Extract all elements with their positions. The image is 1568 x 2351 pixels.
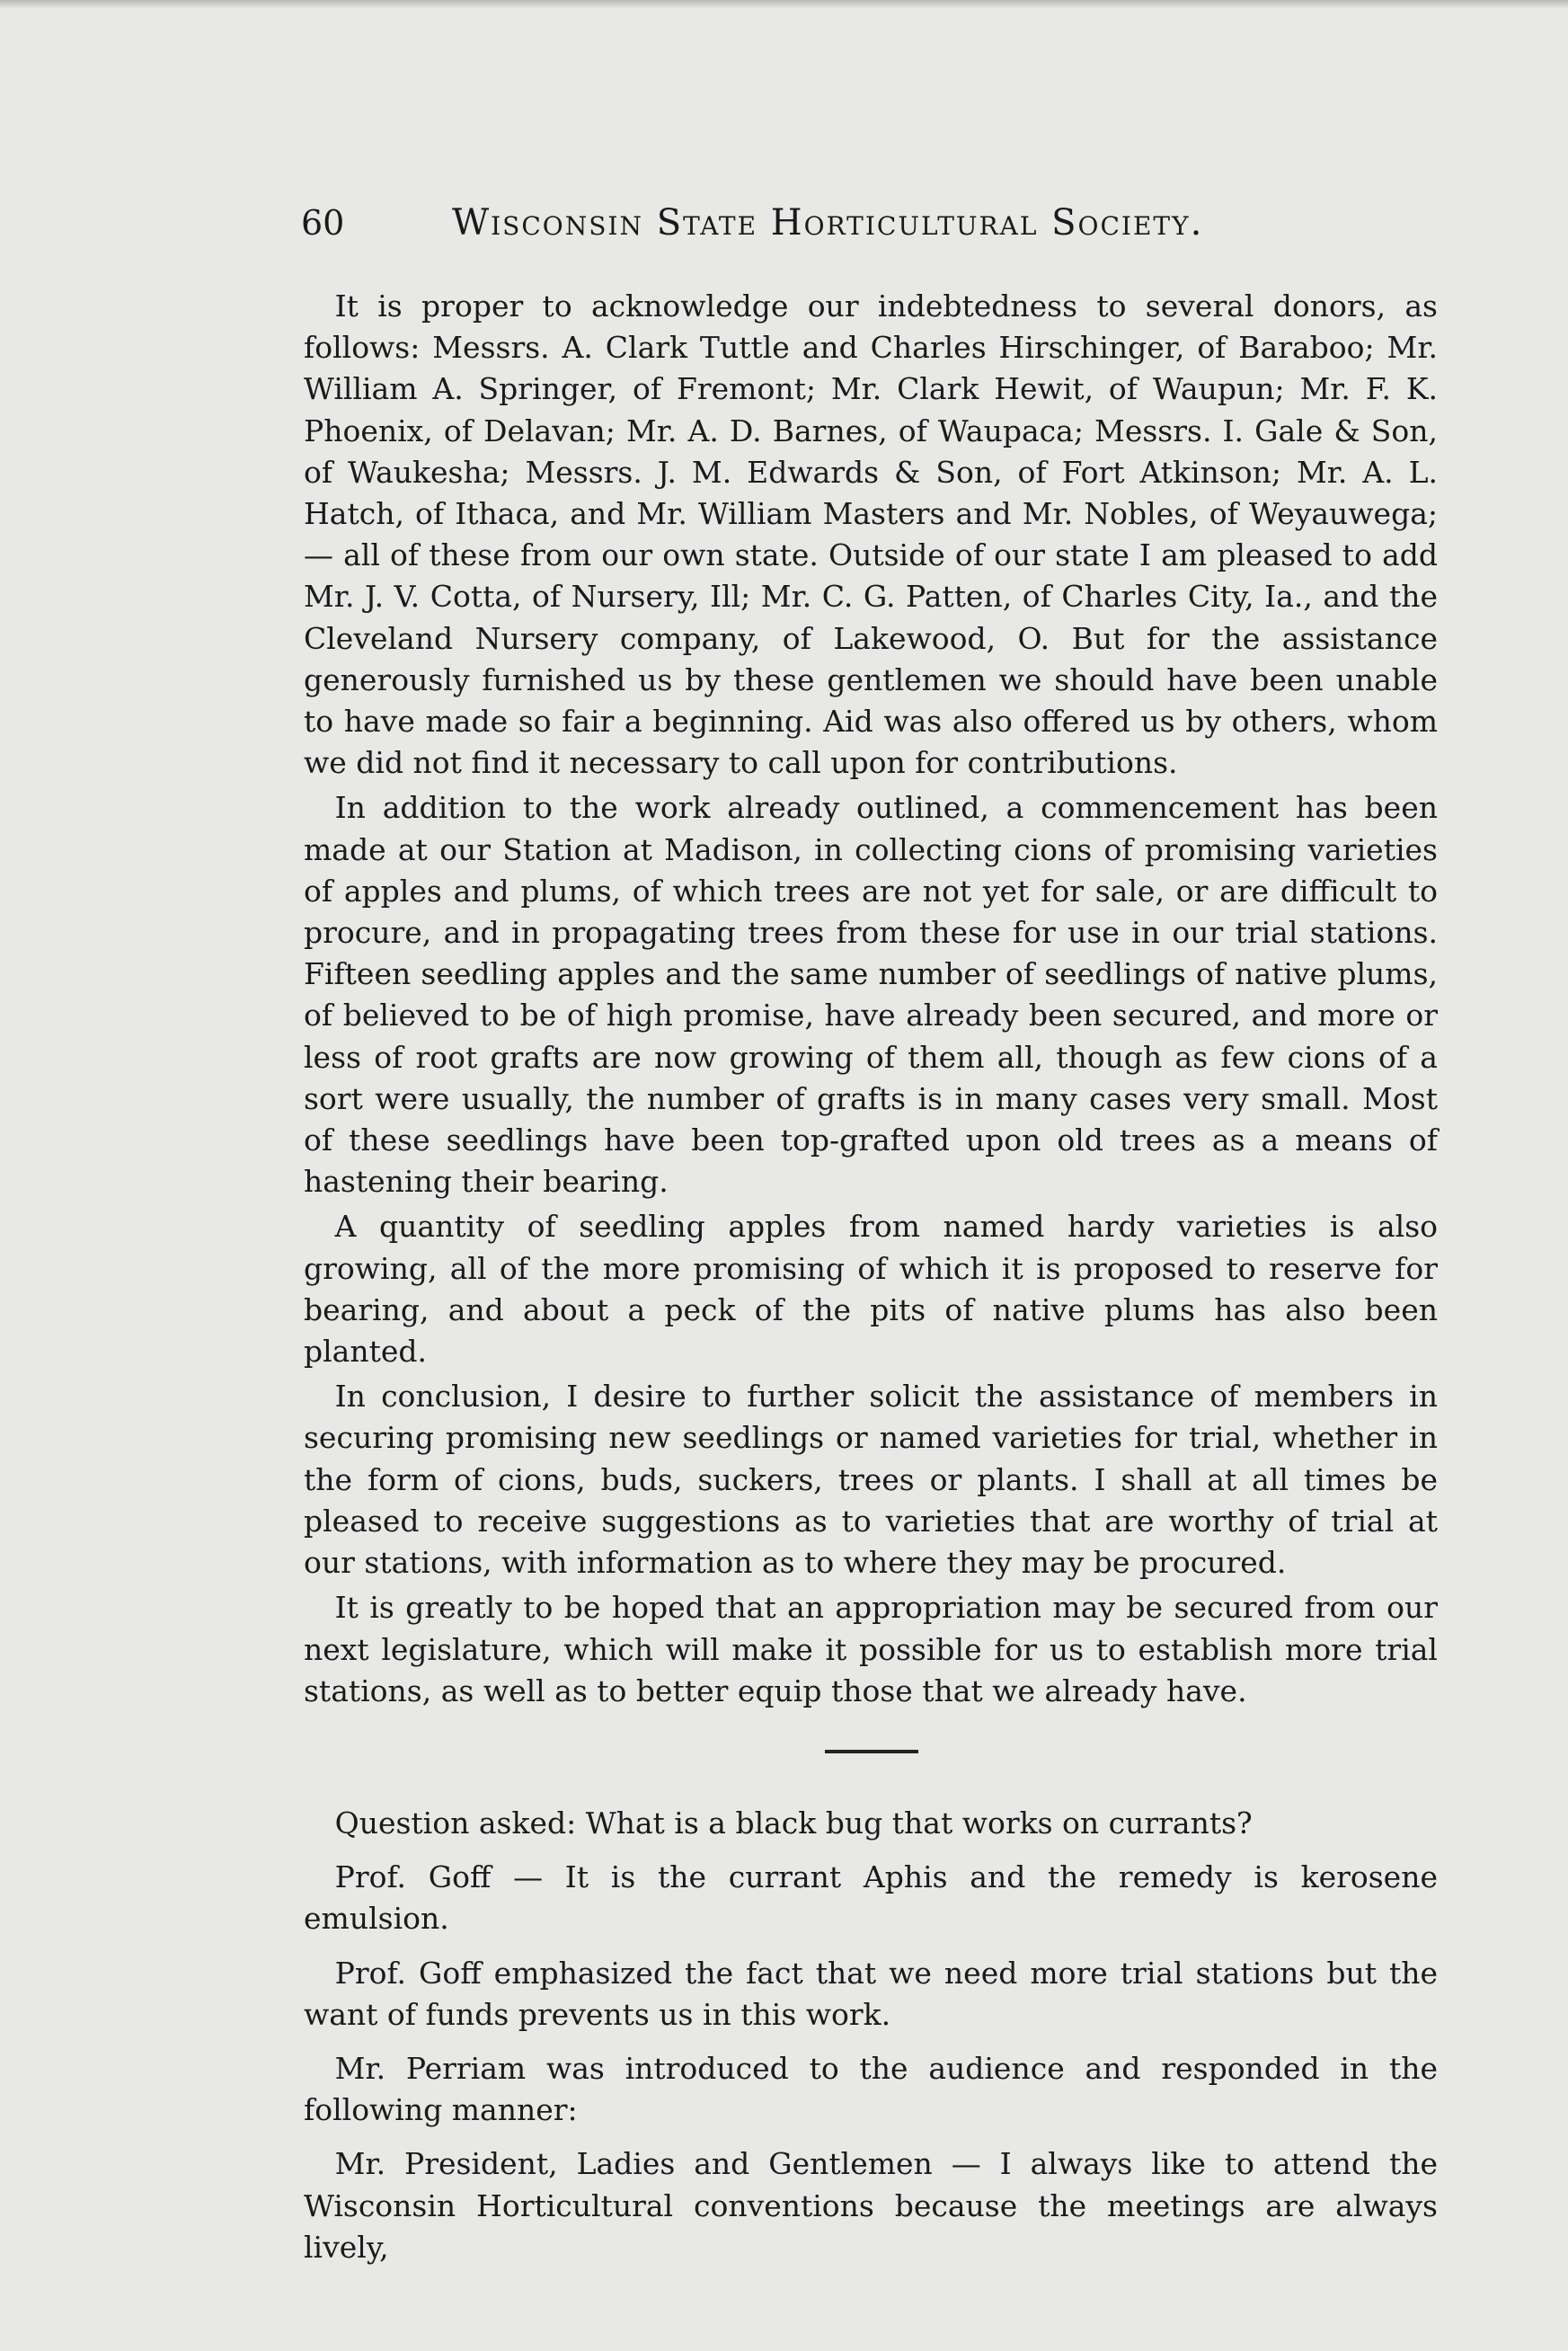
section-divider <box>825 1750 918 1753</box>
discussion-goff-emphasis: Prof. Goff emphasized the fact that we need more trial stations but the want of funds prevents us in this work. <box>304 1955 1438 2032</box>
paragraph-donors: It is proper to acknowledge our indebtedness to several donors, as follows: Messrs. A. Clark Tuttle and Charles Hirschinger, of Baraboo; Mr. William A. Springer, of Fremont; Mr. Clark Hewit, of Waupun; Mr. F. K. Phoenix, of Delavan; Mr. A. D. Barnes, of Waupaca; Messrs. I. Gale & Son, of Waukesha; Messrs. J. M. Edwards & Son, of Fort Atkinson; Mr. A. L. Hatch, of Ithaca, and Mr. William Masters and Mr. Nobles, of Weyauwega; — all of these from our own state. Outside of our state I am pleased to add Mr. J. V. Cotta, of Nursery, Ill; Mr. C. G. Patten, of Charles City, Ia., and the Cleveland Nursery company, of Lakewood, O. But for the assistance generously furnished us by these gentlemen we should have been unable to have made so fair a beginning. Aid was also offered us by others, whom we did not find it necessary to call upon for contributions. <box>304 288 1438 781</box>
report-body <box>304 286 1438 1716</box>
paragraph-appropriation: It is greatly to be hoped that an appropriation may be secured from our next legislature, which will make it possible for us to establish more trial stations, as well as to better equip those that we already have. <box>304 1590 1438 1708</box>
discussion-perriam-speech: Mr. President, Ladies and Gentlemen — I always like to attend the Wisconsin Horticultural conventions because the meetings are always lively, <box>304 2146 1438 2265</box>
discussion-question: Question asked: What is a black bug that works on currants? <box>334 1805 1253 1841</box>
page-top-edge <box>0 0 1568 9</box>
paragraph-madison-station: In addition to the work already outlined, a commencement has been made at our Station at Madison, in collecting cions of promising varieties of apples and plums, of which trees are not yet for sale, or are difficult to procure, and in propagating trees from these for use in our trial stations. Fifteen seedling apples and the same number of seedlings of native plums, of believed to be of high promise, have already been secured, and more or less of root grafts are now growing of them all, though as few cions of a sort were usually, the number of grafts is in many cases very small. Most of these seedlings have been top-grafted upon old trees as a means of hastening their bearing. <box>304 790 1438 1200</box>
paragraph-seedling-apples: A quantity of seedling apples from named hardy varieties is also growing, all of the more promising of which it is proposed to reserve for bearing, and about a peck of the pits of native plums has also been planted. <box>304 1209 1438 1370</box>
paragraph-conclusion: In conclusion, I desire to further solicit the assistance of members in securing promising new seedlings or named varieties for trial, whether in the form of cions, buds, suckers, trees or plants. I shall at all times be pleased to receive suggestions as to varieties that are worthy of trial at our stations, with information as to where they may be procured. <box>304 1379 1438 1581</box>
page-header-title: Wisconsin State Horticultural Society. <box>452 202 1204 244</box>
running-head <box>301 196 1433 250</box>
discussion-goff-answer: Prof. Goff — It is the currant Aphis and the remedy is kerosene emulsion. <box>304 1859 1438 1937</box>
discussion-perriam-intro: Mr. Perriam was introduced to the audience and responded in the following manner: <box>304 2051 1438 2128</box>
discussion-section <box>304 1803 1438 2281</box>
page-number: 60 <box>301 203 345 243</box>
